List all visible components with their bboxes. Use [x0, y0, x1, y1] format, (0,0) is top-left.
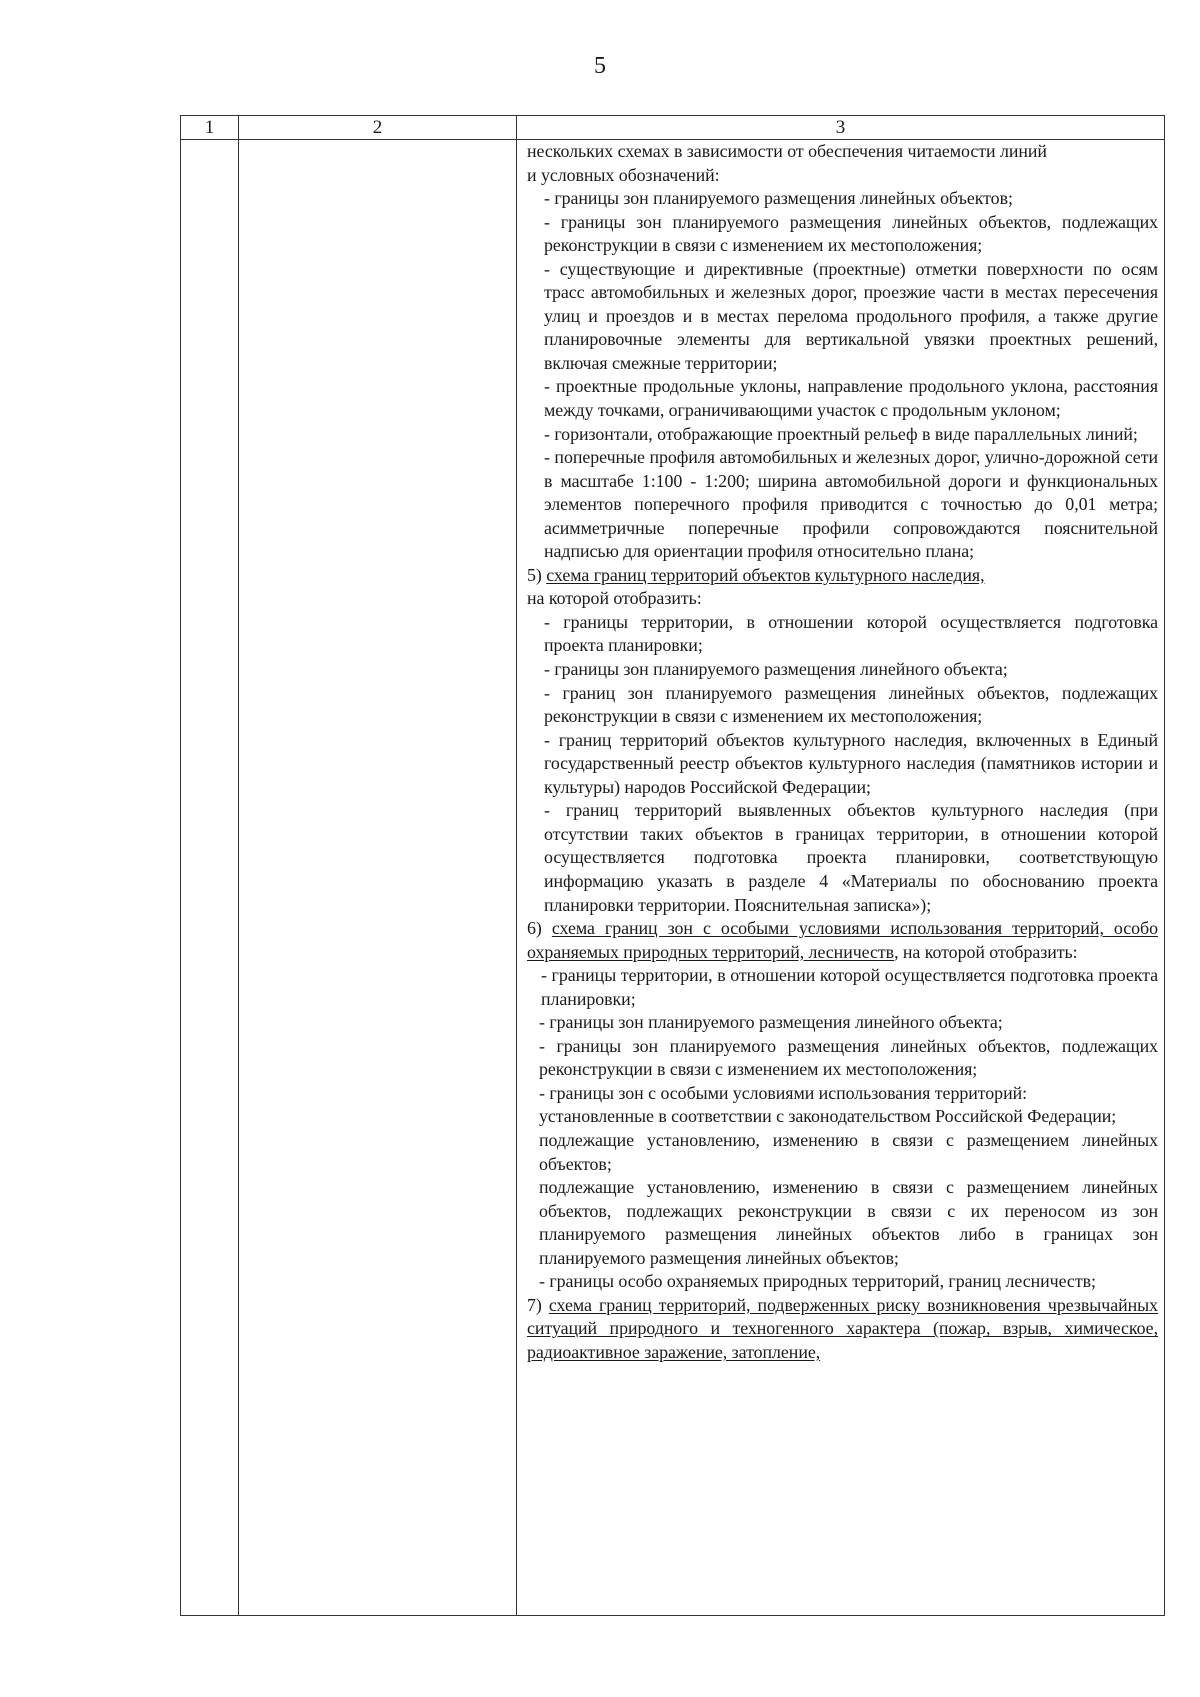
content-paragraph [527, 164, 1158, 188]
content-paragraph [527, 1035, 1158, 1082]
paragraph-text: - границы зон планируемого размещения линейных объектов; [544, 188, 1013, 209]
cell-content [517, 140, 1165, 1616]
content-paragraph [527, 729, 1158, 800]
paragraph-text: , на которой отобразить: [894, 941, 1078, 962]
content-paragraph [527, 587, 1158, 611]
column-header-2: 2 [239, 116, 517, 140]
paragraph-text: - границы особо охраняемых природных территорий, границ лесничеств; [539, 1271, 1096, 1292]
content-paragraph [527, 1294, 1158, 1365]
page-number: 5 [594, 53, 606, 79]
paragraph-text: подлежащие установлению, изменению в связи с размещением линейных объектов, подлежащих реконструкции в связи с их переносом из зон планируемого размещения линейных объектов либо в границах зон планируемого размещения линейных объектов; [539, 1177, 1158, 1268]
content-paragraph [527, 423, 1158, 447]
underlined-heading-text: схема границ зон с особыми условиями использования территорий, особо охраняемых природных территорий, лесничеств [527, 918, 1158, 962]
paragraph-text: - существующие и директивные (проектные) отметки поверхности по осям трасс автомобильных и железных дорог, проезжие части в местах пересечения улиц и проездов и в местах перелома продольного профиля, а также другие планировочные элементы для вертикальной увязки проектных решений, включая смежные территории; [544, 258, 1158, 373]
content-paragraph [527, 1105, 1158, 1129]
content-paragraph [527, 211, 1158, 258]
paragraph-text: - границы территории, в отношении которой осуществляется подготовка проекта планировки; [544, 611, 1158, 656]
paragraph-text: - границы зон планируемого размещения линейного объекта; [539, 1012, 1003, 1033]
paragraph-text: - границы зон планируемого размещения линейных объектов, подлежащих реконструкции в связи с изменением их местоположения; [539, 1035, 1158, 1080]
paragraph-text: 7) [527, 1294, 549, 1315]
table-row [181, 140, 1165, 1616]
paragraph-text: 5) [527, 564, 547, 585]
underlined-heading-text: схема границ территорий, подверженных риску возникновения чрезвычайных ситуаций природного и техногенного характера (пожар, взрыв, химическое, радиоактивное заражение, затопление, [527, 1294, 1158, 1362]
paragraph-text: - границ территорий выявленных объектов культурного наследия (при отсутствии таких объектов в границах территории, в отношении которой осуществляется подготовка проекта планировки, соответствующую информацию указать в разделе 4 «Материалы по обоснованию проекта планировки территории. Пояснительная записка»); [544, 800, 1158, 915]
paragraph-text: - горизонтали, отображающие проектный рельеф в виде параллельных линий; [544, 423, 1138, 444]
content-paragraph [527, 187, 1158, 211]
cell-name [239, 140, 517, 1616]
paragraph-text: - границ зон планируемого размещения линейных объектов, подлежащих реконструкции в связи с изменением их местоположения; [544, 682, 1158, 727]
content-paragraph [527, 446, 1158, 564]
content-paragraph [527, 140, 1158, 164]
content-text [517, 140, 1164, 1364]
paragraph-text: нескольких схемах в зависимости от обеспечения читаемости линий [527, 141, 1047, 161]
content-paragraph [527, 1270, 1158, 1294]
content-paragraph [527, 375, 1158, 422]
underlined-heading-text: схема границ территорий объектов культурного наследия, [546, 564, 985, 585]
content-paragraph [527, 964, 1158, 1011]
content-paragraph [527, 1082, 1158, 1106]
column-header-1: 1 [181, 116, 239, 140]
content-paragraph [527, 917, 1158, 964]
paragraph-text: - проектные продольные уклоны, направление продольного уклона, расстояния между точками, ограничивающими участок с продольным уклоном; [544, 376, 1158, 421]
content-paragraph [527, 1011, 1158, 1035]
paragraph-text: установленные в соответствии с законодательством Российской Федерации; [539, 1106, 1117, 1127]
requirements-table [180, 115, 1165, 1616]
content-paragraph [527, 682, 1158, 729]
content-paragraph [527, 1129, 1158, 1176]
content-paragraph [527, 1176, 1158, 1270]
paragraph-text: - границы зон с особыми условиями использования территорий: [539, 1082, 1028, 1103]
content-paragraph [527, 799, 1158, 917]
paragraph-text: на которой отобразить: [527, 588, 702, 609]
cell-number [181, 140, 239, 1616]
paragraph-text: - границы зон планируемого размещения линейных объектов, подлежащих реконструкции в связи с изменением их местоположения; [544, 211, 1158, 256]
content-paragraph [527, 658, 1158, 682]
paragraph-text: - границ территорий объектов культурного наследия, включенных в Единый государственный реестр объектов культурного наследия (памятников истории и культуры) народов Российской Федерации; [544, 729, 1158, 797]
paragraph-text: - границы зон планируемого размещения линейного объекта; [544, 659, 1008, 680]
paragraph-text: подлежащие установлению, изменению в связи с размещением линейных объектов; [539, 1129, 1158, 1174]
paragraph-text: и условных обозначений: [527, 164, 720, 185]
paragraph-text: - границы территории, в отношении которой осуществляется подготовка проекта планировки; [541, 965, 1158, 1009]
paragraph-text: - поперечные профиля автомобильных и железных дорог, улично-дорожной сети в масштабе 1:100 - 1:200; ширина автомобильной дороги и функциональных элементов поперечного профиля приводится с точностью до 0,01 метра; асимметричные поперечные профили сопровождаются пояснительной надписью для ориентации профиля относительно плана; [544, 447, 1158, 562]
content-paragraph [527, 611, 1158, 658]
content-paragraph [527, 564, 1158, 588]
content-paragraph [527, 258, 1158, 376]
paragraph-text: 6) [527, 918, 552, 939]
table-header-row [181, 116, 1165, 140]
column-header-3: 3 [517, 116, 1165, 140]
